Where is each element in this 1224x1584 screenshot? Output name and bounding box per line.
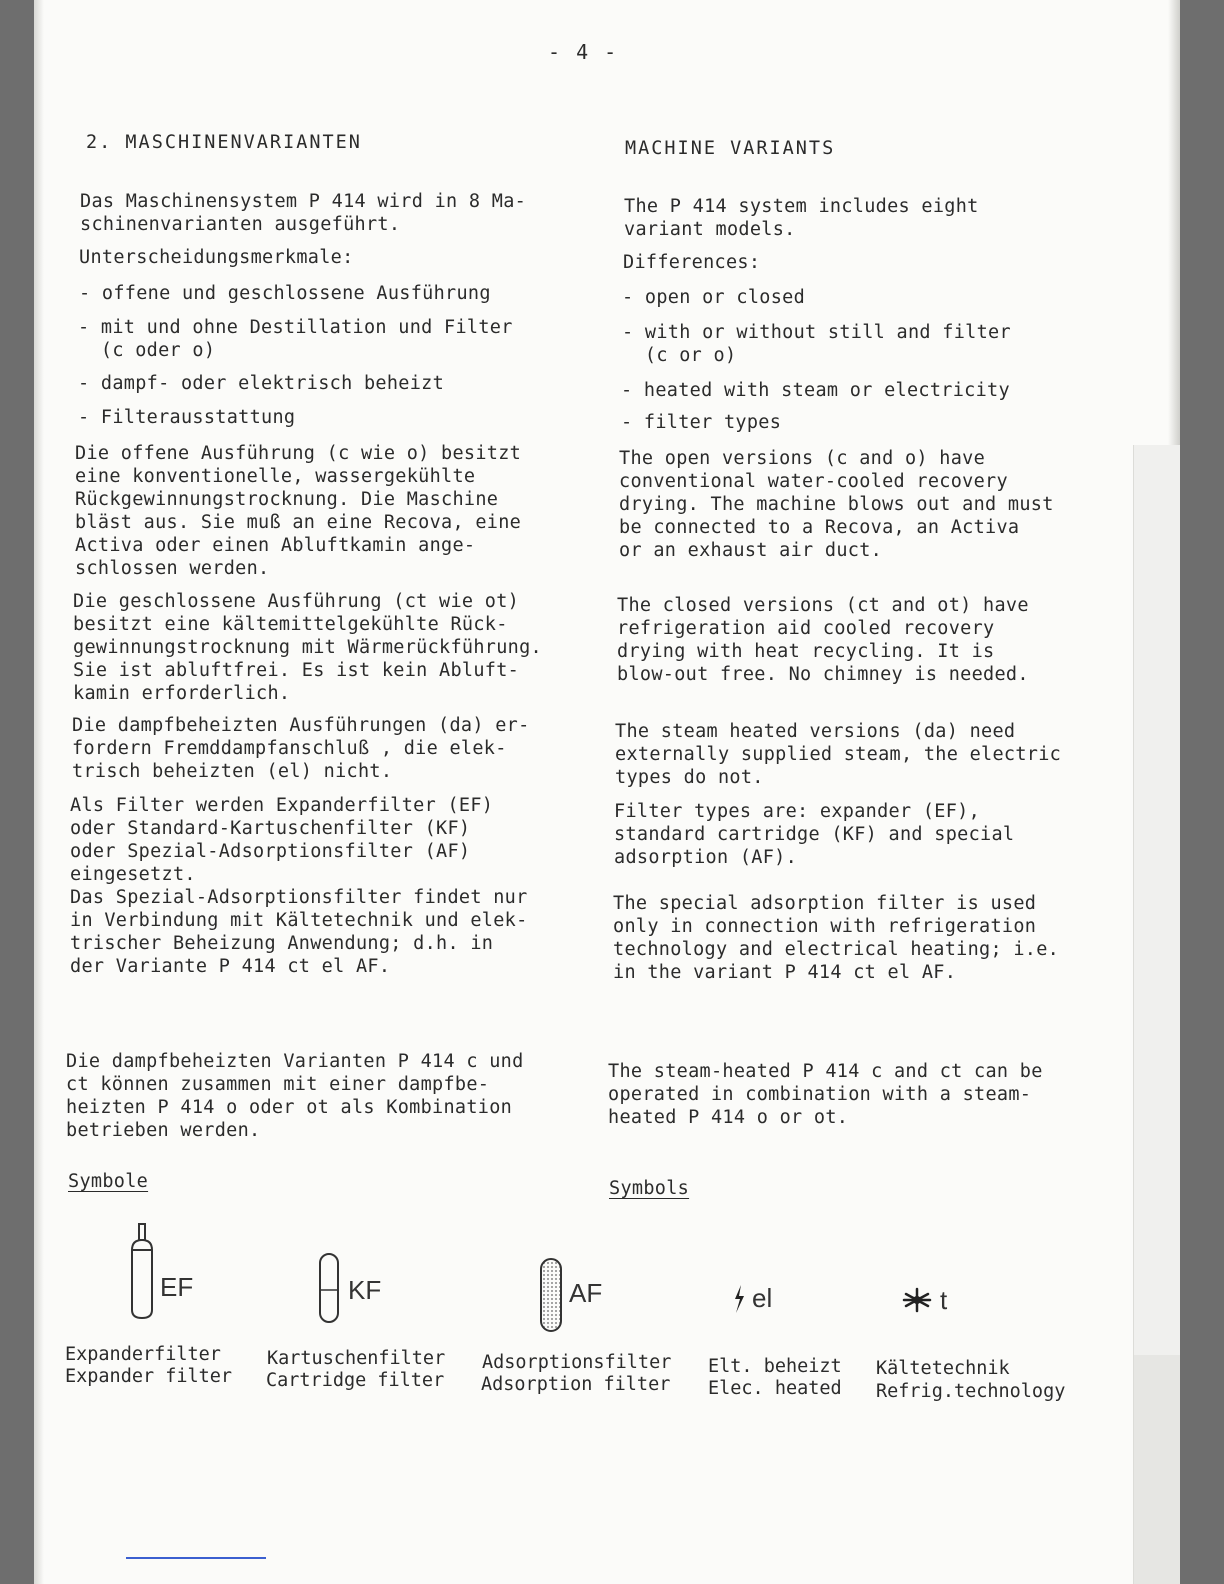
english-heading: MACHINE VARIANTS bbox=[625, 138, 836, 159]
english-para-open: The open versions (c and o) have conventional water-cooled recovery drying. The machine blows out and must be connected to a Recova, an Activa or an exhaust air duct. bbox=[619, 448, 1054, 561]
english-feature-item: - with or without still and filter (c or o) bbox=[622, 322, 1011, 366]
electric-heating-code: el bbox=[752, 1283, 773, 1313]
cartridge-filter-symbol bbox=[317, 1252, 341, 1328]
page-number: - 4 - bbox=[548, 40, 619, 64]
symbol-caption-de: Elt. beheizt bbox=[708, 1356, 842, 1377]
german-feature-item: - Filterausstattung bbox=[78, 407, 296, 428]
adsorption-filter-icon bbox=[538, 1257, 564, 1333]
german-feature-item: - offene und geschlossene Ausführung bbox=[79, 283, 491, 304]
page-edge-left bbox=[34, 0, 44, 1584]
english-para-steam: The steam heated versions (da) need externally supplied steam, the electric types do not. bbox=[615, 721, 1062, 788]
adsorption-filter-symbol bbox=[538, 1257, 564, 1337]
english-feature-item: - filter types bbox=[621, 412, 782, 433]
symbol-caption-en: Adsorption filter bbox=[481, 1374, 671, 1395]
german-heading: 2. MASCHINENVARIANTEN bbox=[86, 132, 362, 153]
english-features-title: Differences: bbox=[623, 252, 761, 273]
german-para-steam: Die dampfbeheizten Ausführungen (da) er- fordern Fremddampfanschluß , die elek- trisch beheizten (el) nicht. bbox=[72, 715, 530, 782]
german-feature-item: - dampf- oder elektrisch beheizt bbox=[78, 373, 445, 394]
german-intro: Das Maschinensystem P 414 wird in 8 Ma- schinenvarianten ausgeführt. bbox=[80, 191, 527, 235]
symbol-caption-de: Kältetechnik bbox=[876, 1358, 1010, 1379]
german-para-filter: Als Filter werden Expanderfilter (EF) oder Standard-Kartuschenfilter (KF) oder Spezial-Adsorptionsfilter (AF) eingesetzt. Das Spezial-Adsorptionsfilter findet nur in Verbindung mit Kältetechnik und elek- trischer Beheizung Anwendung; d.h. in der Variante P 414 ct el AF. bbox=[70, 795, 528, 977]
english-intro: The P 414 system includes eight variant models. bbox=[624, 196, 979, 240]
expander-filter-symbol bbox=[126, 1222, 160, 1326]
lightning-icon bbox=[732, 1284, 746, 1314]
refrigeration-code: t bbox=[940, 1285, 948, 1315]
english-para-combination: The steam-heated P 414 c and ct can be operated in combination with a steam- heated P 414 o or ot. bbox=[608, 1061, 1043, 1128]
expander-filter-code: EF bbox=[160, 1272, 194, 1302]
refrigeration-symbol bbox=[902, 1287, 932, 1317]
cartridge-filter-icon bbox=[317, 1252, 341, 1324]
symbol-caption-de: Kartuschenfilter bbox=[267, 1348, 446, 1369]
symbol-caption-en: Expander filter bbox=[65, 1366, 233, 1387]
english-para-special: The special adsorption filter is used only in connection with refrigeration technology and electrical heating; i.e. in the variant P 414 ct el AF. bbox=[613, 893, 1060, 983]
symbol-caption-de: Adsorptionsfilter bbox=[482, 1352, 672, 1373]
blue-mark-line bbox=[126, 1557, 266, 1559]
symbol-caption-en: Cartridge filter bbox=[266, 1370, 445, 1391]
german-para-combination: Die dampfbeheizten Varianten P 414 c und ct können zusammen mit einer dampfbe- heizten P 414 o oder ot als Kombination betrieben werden. bbox=[66, 1051, 524, 1141]
german-para-closed: Die geschlossene Ausführung (ct wie ot) besitzt eine kältemittelgekühlte Rück- gewinnungstrocknung mit Wärmerückführung. Sie ist abluftfrei. Es ist kein Abluft- kamin erforderlich. bbox=[73, 591, 542, 704]
german-features-title: Unterscheidungsmerkmale: bbox=[79, 247, 354, 268]
english-feature-item: - open or closed bbox=[622, 287, 806, 308]
cartridge-filter-code: KF bbox=[348, 1275, 382, 1305]
german-feature-item: - mit und ohne Destillation und Filter (c oder o) bbox=[78, 317, 513, 361]
english-para-closed: The closed versions (ct and ot) have refrigeration aid cooled recovery drying with heat recycling. It is blow-out free. No chimney is needed. bbox=[617, 595, 1029, 685]
adsorption-filter-code: AF bbox=[569, 1278, 603, 1308]
english-symbols-title: Symbols bbox=[609, 1178, 690, 1199]
symbol-caption-en: Elec. heated bbox=[708, 1378, 842, 1399]
snowflake-icon bbox=[902, 1287, 932, 1313]
adjacent-page-strip-lower bbox=[1134, 1355, 1180, 1584]
symbol-caption-de: Expanderfilter bbox=[65, 1344, 221, 1365]
english-feature-item: - heated with steam or electricity bbox=[621, 380, 1010, 401]
symbol-caption-en: Refrig.technology bbox=[876, 1381, 1066, 1402]
expander-filter-icon bbox=[126, 1222, 160, 1322]
german-symbols-title: Symbole bbox=[68, 1171, 149, 1192]
electric-heating-symbol bbox=[732, 1284, 746, 1318]
german-para-open: Die offene Ausführung (c wie o) besitzt eine konventionelle, wassergekühlte Rückgewinnungstrocknung. Die Maschine bläst aus. Sie muß an eine Recova, eine Activa oder einen Abluftkamin ange- schlossen werden. bbox=[75, 443, 522, 579]
english-para-filter: Filter types are: expander (EF), standard cartridge (KF) and special adsorption (AF). bbox=[614, 801, 1015, 868]
